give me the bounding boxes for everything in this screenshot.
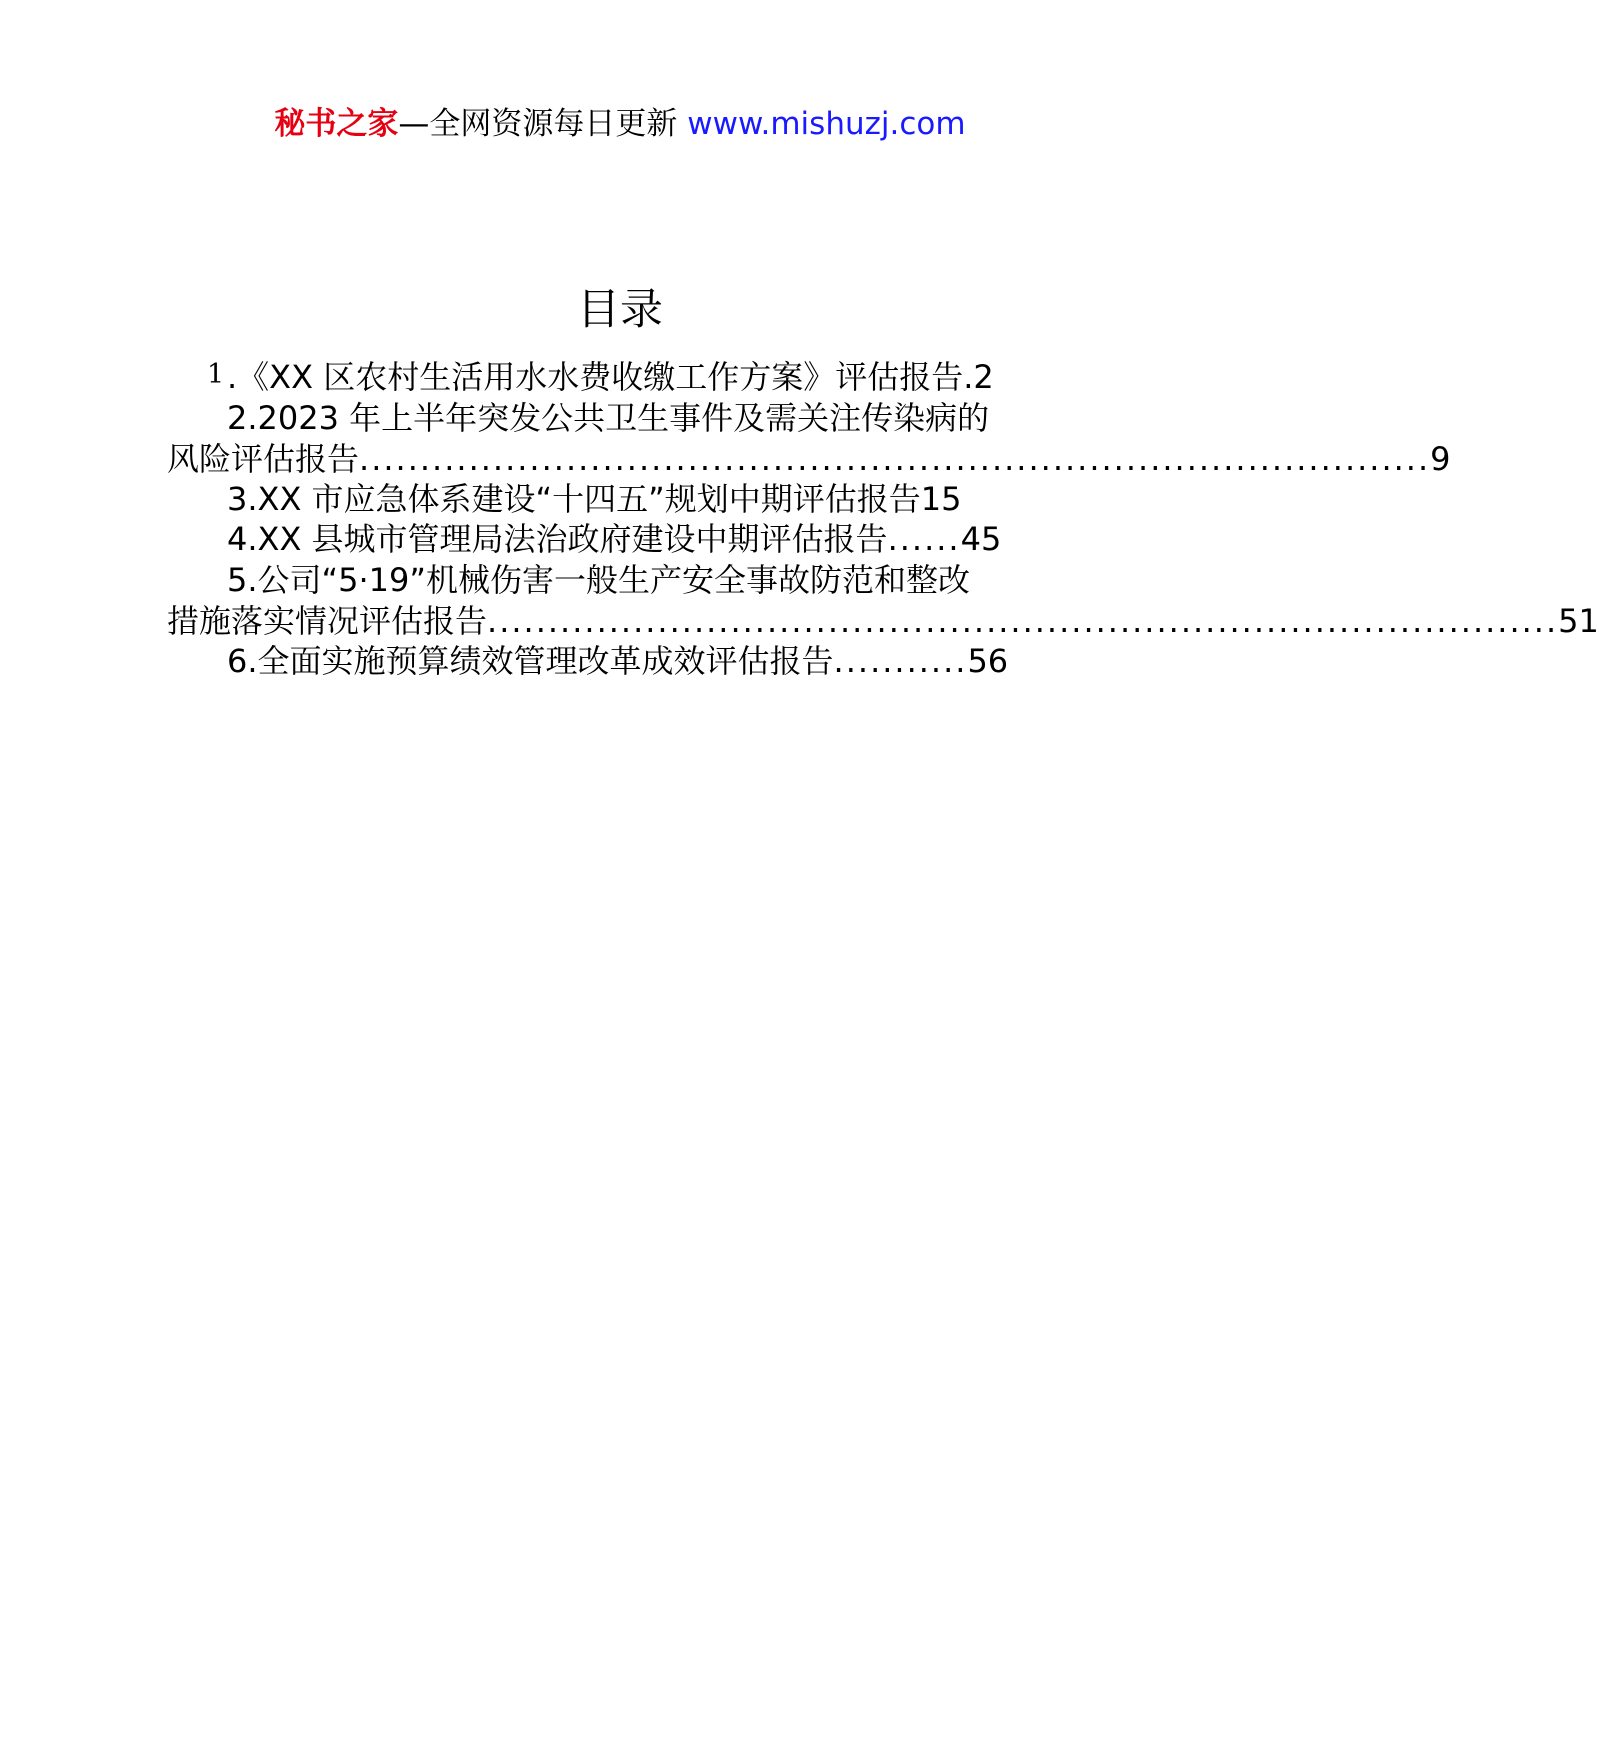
toc-entry-5[interactable] bbox=[227, 558, 970, 602]
site-url-link[interactable]: www.mishuzj.com bbox=[687, 106, 966, 142]
toc-entry-page: 45 bbox=[960, 520, 1002, 558]
toc-leader-dots: ........................................................................................ bbox=[487, 602, 1559, 640]
page-number-marker: 1 bbox=[207, 359, 225, 390]
toc-entry-title: 3.XX 市应急体系建设“十四五”规划中期评估报告 bbox=[227, 480, 921, 518]
toc-entry-title: 2.2023 年上半年突发公共卫生事件及需关注传染病的 bbox=[227, 399, 990, 437]
toc-leader-dots: ........................................................................................ bbox=[359, 440, 1431, 478]
toc-entry-title: 风险评估报告 bbox=[167, 440, 360, 478]
toc-leader-dots: ........... bbox=[833, 642, 968, 680]
toc-entry-2-continued[interactable] bbox=[167, 437, 1451, 481]
toc-entry-3[interactable] bbox=[227, 477, 962, 521]
toc-entry-2[interactable] bbox=[227, 396, 990, 440]
toc-entry-4[interactable] bbox=[227, 517, 1002, 561]
toc-entry-title: 措施落实情况评估报告 bbox=[167, 602, 488, 640]
toc-entry-page: 51 bbox=[1558, 602, 1599, 640]
document-title: 目录 bbox=[577, 285, 663, 335]
site-slogan: —全网资源每日更新 bbox=[398, 106, 678, 142]
toc-entry-title: 4.XX 县城市管理局法治政府建设中期评估报告 bbox=[227, 520, 888, 558]
site-header bbox=[0, 104, 1240, 144]
toc-entry-5-continued[interactable] bbox=[167, 599, 1599, 643]
toc-entry-title: .《XX 区农村生活用水水费收缴工作方案》评估报告. bbox=[227, 358, 974, 396]
toc-entry-title: 6.全面实施预算绩效管理改革成效评估报告 bbox=[227, 642, 834, 680]
site-brand: 秘书之家 bbox=[274, 106, 399, 142]
toc-entry-title: 5.公司“5·19”机械伤害一般生产安全事故防范和整改 bbox=[227, 561, 970, 599]
toc-entry-6[interactable] bbox=[227, 639, 1009, 683]
toc-leader-dots: ...... bbox=[887, 520, 961, 558]
toc-entry-page: 56 bbox=[967, 642, 1009, 680]
toc-entry-page: 15 bbox=[920, 480, 962, 518]
toc-entry-page: 9 bbox=[1430, 440, 1451, 478]
toc-entry-1[interactable] bbox=[227, 355, 994, 399]
toc-entry-page: 2 bbox=[973, 358, 994, 396]
